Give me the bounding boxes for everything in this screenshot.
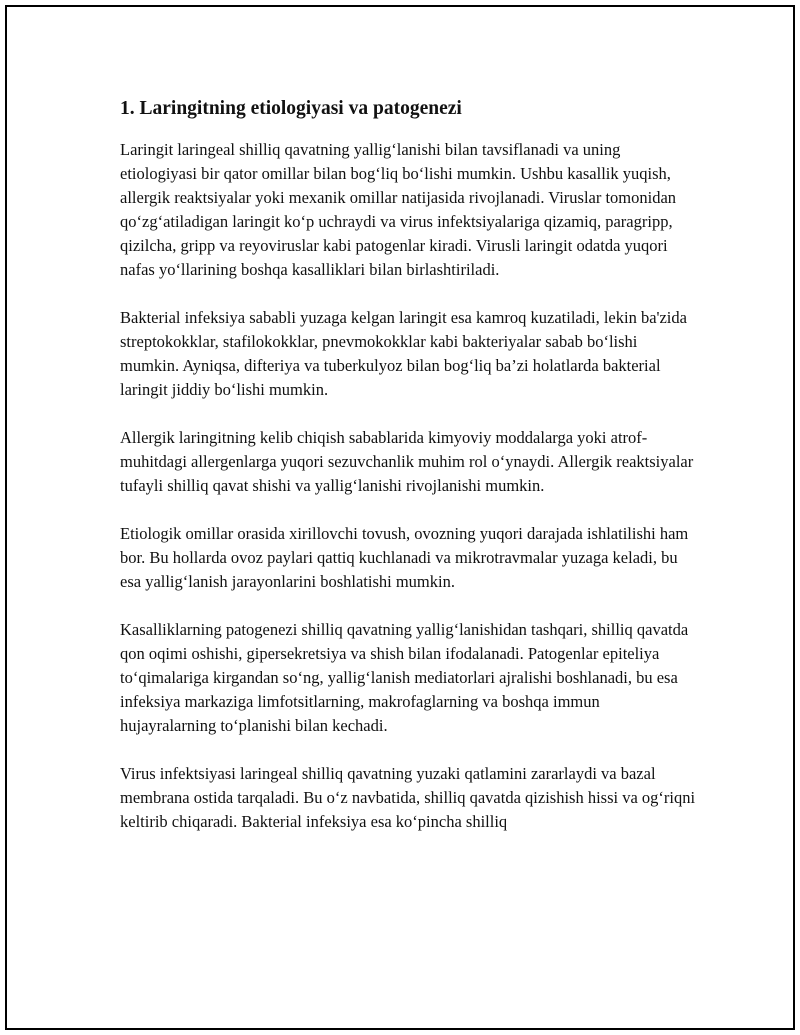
paragraph-2: Bakterial infeksiya sababli yuzaga kelgan laringit esa kamroq kuzatiladi, lekin ba'zida streptokokklar, stafilokokklar, pnevmokokklar kabi bakteriyalar sabab bo‘lishi mumkin. Ayniqsa, difteriya va tuberkulyoz bilan bog‘liq ba’zi holatlarda bakterial laringit jiddiy bo‘lishi mumkin. [120,308,687,400]
paragraph-5: Kasalliklarning patogenezi shilliq qavatning yallig‘lanishidan tashqari, shilliq qavatda qon oqimi oshishi, gipersekretsiya va shish bilan ifodalanadi. Patogenlar epiteliya to‘qimalariga kirgandan so‘ng, yallig‘lanish mediatorlari ajralishi boshlanadi, bu esa infeksiya markaziga limfotsitlarning, makrofaglarning va boshqa immun hujayralarning to‘planishi bilan kechadi. [120,620,689,736]
document-body [120,97,700,858]
page-frame [5,5,795,1030]
paragraph-6: Virus infektsiyasi laringeal shilliq qavatning yuzaki qatlamini zararlaydi va bazal membrana ostida tarqaladi. Bu o‘z navbatida, shilliq qavatda qizishish hissi va og‘riqni keltirib chiqaradi. Bakterial infeksiya esa ko‘pincha shilliq [120,764,696,832]
paragraph-3: Allergik laringitning kelib chiqish sabablarida kimyoviy moddalarga yoki atrof-muhitdagi allergenlarga yuqori sezuvchanlik muhim rol o‘ynaydi. Allergik reaktsiyalar tufayli shilliq qavat shishi va yallig‘lanishi rivojlanishi mumkin. [120,428,694,496]
paragraph-4: Etiologik omillar orasida xirillovchi tovush, ovozning yuqori darajada ishlatilishi ham bor. Bu hollarda ovoz paylari qattiq kuchlanadi va mikrotravmalar yuzaga keladi, bu esa yallig‘lanish jarayonlarini boshlatishi mumkin. [120,524,689,592]
paragraph-1: Laringit laringeal shilliq qavatning yallig‘lanishi bilan tavsiflanadi va uning etiologiyasi bir qator omillar bilan bog‘liq bo‘lishi mumkin. Ushbu kasallik yuqish, allergik reaktsiyalar yoki mexanik omillar natijasida rivojlanadi. Viruslar tomonidan qo‘zg‘atiladigan laringit ko‘p uchraydi va virus infektsiyalariga qizamiq, paragripp, qizilcha, gripp va reyoviruslar kabi patogenlar kiradi. Virusli laringit odatda yuqori nafas yo‘llarining boshqa kasalliklari bilan birlashtiriladi. [120,140,677,280]
section-title: 1. Laringitning etiologiyasi va patogenezi [120,98,462,119]
